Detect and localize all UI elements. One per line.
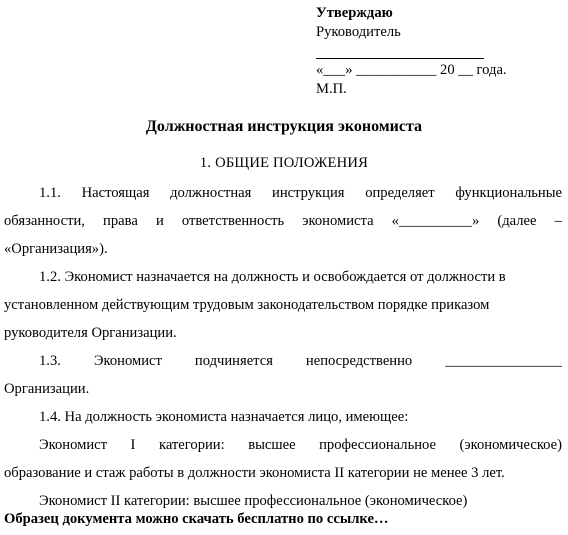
paragraph-1-4: [4, 403, 562, 431]
approval-block: [316, 4, 556, 99]
word: инструкция: [272, 185, 345, 201]
section-title: 1. ОБЩИЕ ПОЛОЖЕНИЯ: [199, 155, 369, 171]
word: непосредственно: [305, 353, 413, 369]
paragraph-1-3: [4, 347, 562, 403]
word: функциональные: [455, 185, 562, 201]
paragraph-line: [4, 403, 562, 431]
paragraph-category-1: [4, 431, 562, 487]
paragraph-line: [4, 235, 562, 263]
document-title: Должностная инструкция экономиста: [145, 118, 423, 135]
approval-title: Утверждаю: [316, 5, 393, 21]
line-text: «Организация»).: [4, 241, 108, 257]
paragraph-line: [4, 263, 562, 291]
signature-line: [316, 58, 484, 59]
paragraph-line: [4, 375, 562, 403]
word: должностная: [170, 185, 252, 201]
word: –: [554, 213, 562, 229]
line-text: установленном действующим трудовым законодательством порядке приказом: [4, 297, 490, 313]
line-text: Экономист II категории: высшее профессиональное (экономическое): [39, 493, 468, 509]
paragraph-1-1: [4, 179, 562, 263]
word: экономиста: [302, 213, 374, 229]
line-text: 1.4. На должность экономиста назначается лицо, имеющее:: [39, 409, 409, 425]
word: категории:: [158, 437, 225, 453]
paragraph-1-2: [4, 263, 562, 347]
paragraph-line: [4, 431, 562, 459]
word: высшее: [248, 437, 296, 453]
word: 1.1.: [39, 185, 61, 201]
word: Настоящая: [81, 185, 150, 201]
approval-date-line: «___» ___________ 20 __ года.: [316, 62, 507, 78]
word: и: [155, 213, 164, 229]
line-text: образование и стаж работы в должности экономиста II категории не менее 3 лет.: [4, 465, 505, 481]
line-text: Организации.: [4, 381, 90, 397]
word: подчиняется: [194, 353, 273, 369]
paragraph-line: [4, 319, 562, 347]
approval-role: Руководитель: [316, 24, 401, 40]
word: (далее: [497, 213, 537, 229]
line-text: руководителя Организации.: [4, 325, 177, 341]
word: Экономист: [39, 437, 108, 453]
word: ответственность: [181, 213, 285, 229]
blank-field: ________________: [445, 353, 562, 369]
word: 1.3.: [39, 353, 61, 369]
approval-stamp: М.П.: [316, 81, 347, 97]
word: определяет: [365, 185, 435, 201]
paragraph-line: [4, 179, 562, 207]
paragraph-line: [4, 207, 562, 235]
word: «__________»: [391, 213, 480, 229]
word: Экономист: [93, 353, 162, 369]
paragraph-line: [4, 459, 562, 487]
word: права: [103, 213, 138, 229]
word: I: [130, 437, 136, 453]
paragraph-line: [4, 291, 562, 319]
download-link[interactable]: Образец документа можно скачать бесплатно по ссылке…: [4, 511, 389, 527]
line-text: 1.2. Экономист назначается на должность и освобождается от должности в: [39, 269, 506, 285]
word: обязанности,: [4, 213, 85, 229]
word: профессиональное: [319, 437, 436, 453]
paragraph-line: [4, 347, 562, 375]
word: (экономическое): [459, 437, 562, 453]
